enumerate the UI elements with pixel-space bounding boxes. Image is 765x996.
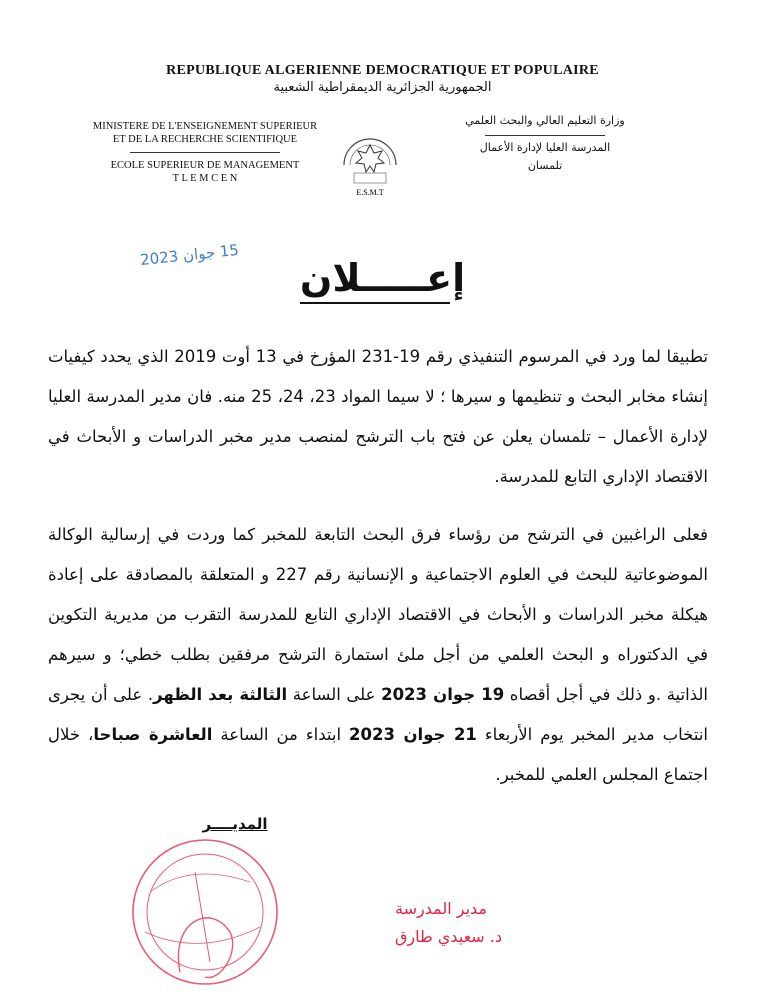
- city-ar: تلمسان: [527, 159, 563, 172]
- paragraph-2-text: ، خلال اجتماع المجلس العلمي للمخبر.: [48, 725, 708, 784]
- republic-title-ar: الجمهورية الجزائرية الديمقراطية الشعبية: [273, 80, 492, 95]
- school-logo: [330, 127, 410, 199]
- director-title: المديــــر: [202, 815, 268, 833]
- school-name-ar: المدرسة العليا لإدارة الأعمال: [479, 141, 611, 154]
- paragraph-2: [48, 515, 708, 795]
- ministry-block-fr: [70, 120, 340, 185]
- paragraph-2-text: على الساعة: [287, 685, 382, 704]
- ministry-block-ar: [430, 112, 660, 175]
- election-time: العاشرة صباحا: [93, 725, 213, 744]
- divider: [485, 135, 605, 136]
- stamp-line-2: د. سعيدي طارق: [395, 927, 503, 946]
- paragraph-1: تطبيقا لما ورد في المرسوم التنفيذي رقم 19-231 المؤرخ في 13 أوت 2019 الذي يحدد كيفيات إنشاء مخابر البحث و تنظيمها و سيرها ؛ لا سيما المواد 23، 24، 25 منه. فان مدير المدرسة العليا لإدارة الأعمال – تلمسان يعلن عن فتح باب الترشح لمنصب مدير مخبر الدراسات و الأبحاث في الاقتصاد الإداري التابع للمدرسة.: [48, 347, 708, 486]
- logo-abbrev: E.S.M.T: [356, 188, 384, 197]
- official-stamp: [110, 832, 503, 992]
- election-date: 21 جوان 2023: [349, 725, 477, 744]
- paragraph-2-text: . على أن يجرى انتخاب مدير المخبر يوم الأربعاء: [48, 685, 708, 744]
- ministry-line1-fr: MINISTERE DE L'ENSEIGNEMENT SUPERIEUR: [92, 121, 318, 132]
- paragraph-2-text: ابتداء من الساعة: [212, 725, 350, 744]
- stamp-line-1: مدير المدرسة: [395, 899, 488, 918]
- school-name-fr: ECOLE SUPERIEUR DE MANAGEMENT: [110, 160, 300, 171]
- announcement-title: إعـــــلان: [299, 256, 466, 300]
- city-fr: T L E M C E N: [172, 173, 238, 184]
- ministry-line2-fr: ET DE LA RECHERCHE SCIENTIFIQUE: [112, 134, 298, 145]
- deadline-date: 19 جوان 2023: [381, 685, 505, 704]
- ministry-ar: وزارة التعليم العالي والبحث العلمي: [465, 114, 625, 127]
- title-underline: [300, 302, 450, 304]
- divider: [130, 152, 280, 153]
- paragraph-2-text: فعلى الراغبين في الترشح من رؤساء فرق البحث التابعة للمخبر كما وردت في إرسالية الوكالة الموضوعاتية للبحث في العلوم الاجتماعية و الإنسانية رقم 227 و المتعلقة بالمصادقة على إعادة هيكلة مخبر الدراسات و الأبحاث في الاقتصاد الإداري التابع للمدرسة التقرب من مديرية التكوين في الدكتوراه و البحث العلمي من أجل ملئ استمارة الترشح مرفقين بطلب خطي؛ و سيرهم الذاتية .و ذلك في أجل أقصاه: [48, 525, 708, 704]
- deadline-time: الثالثة بعد الظهر: [153, 685, 288, 704]
- republic-title-fr: REPUBLIQUE ALGERIENNE DEMOCRATIQUE ET POPULAIRE: [166, 63, 599, 78]
- date-stamp: 15 جوان 2023: [139, 240, 240, 270]
